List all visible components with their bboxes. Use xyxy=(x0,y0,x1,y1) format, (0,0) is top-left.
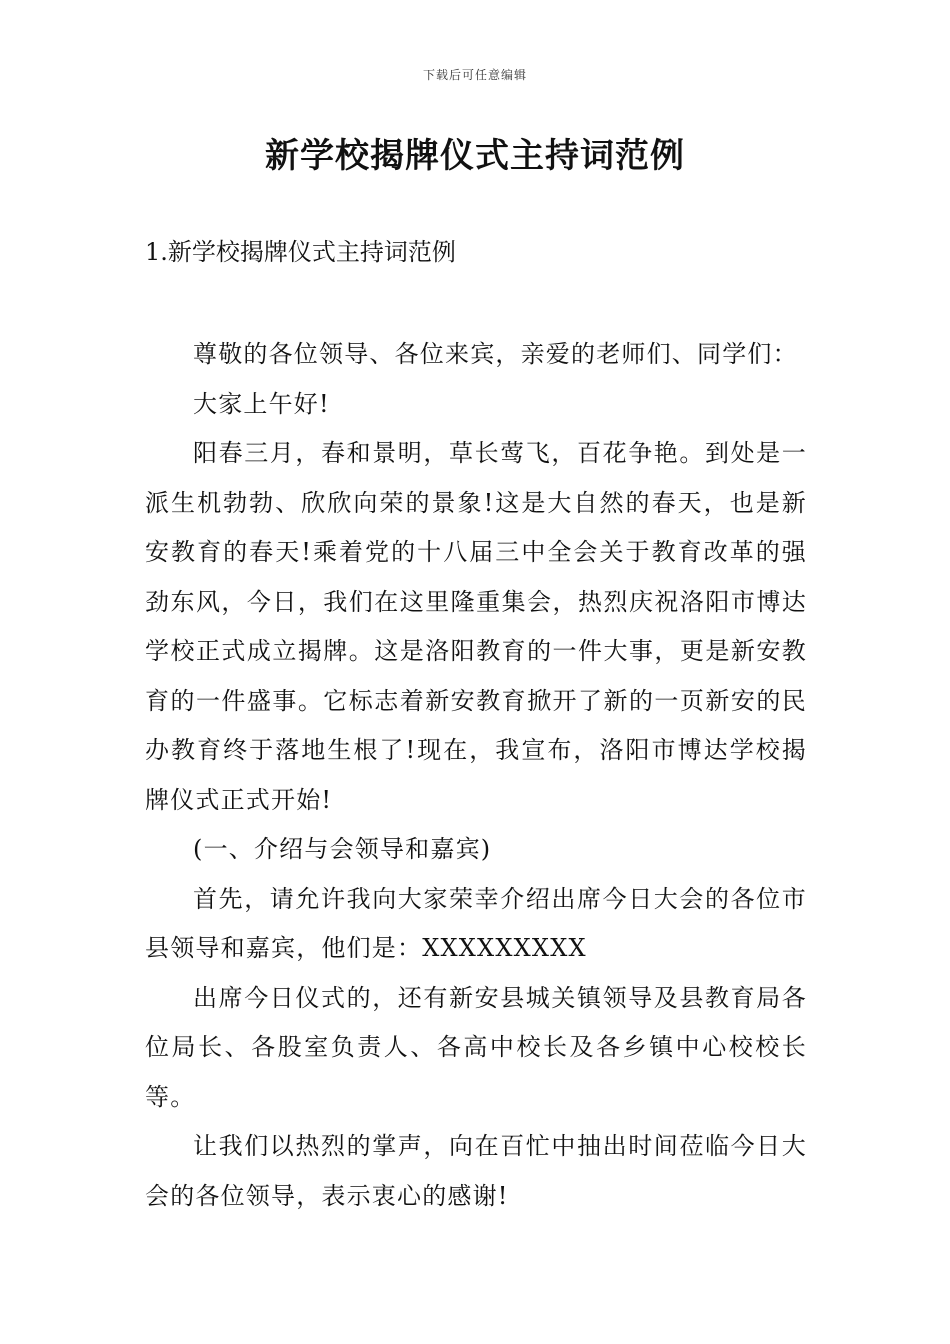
document-title: 新学校揭牌仪式主持词范例 xyxy=(265,136,685,176)
paragraph-opening: 阳春三月，春和景明，草长莺飞，百花争艳。到处是一派生机勃勃、欣欣向荣的景象!这是大自然的春天，也是新安教育的春天!乘着党的十八届三中全会关于教育改革的强劲东风，今日，我们在这里隆重集会，热烈庆祝洛阳市博达学校正式成立揭牌。这是洛阳教育的一件大事，更是新安教育的一件盛事。它标志着新安教育掀开了新的一页新安的民办教育终于落地生根了!现在，我宣布，洛阳市博达学校揭牌仪式正式开始! xyxy=(145,439,807,814)
paragraph-good-morning: 大家上午好! xyxy=(193,389,330,418)
paragraph-thanks: 让我们以热烈的掌声，向在百忙中抽出时间莅临今日大会的各位领导，表示衷心的感谢! xyxy=(145,1132,807,1210)
document-body xyxy=(145,330,807,1221)
paragraph-greeting: 尊敬的各位领导、各位来宾，亲爱的老师们、同学们： xyxy=(193,340,798,368)
paragraph-section-one-heading: (一、介绍与会领导和嘉宾) xyxy=(193,835,492,863)
section-heading: 1.新学校揭牌仪式主持词范例 xyxy=(145,238,456,266)
paragraph-introduce-guests: 首先，请允许我向大家荣幸介绍出席今日大会的各位市县领导和嘉宾，他们是：XXXXXXXXX xyxy=(145,884,807,962)
header-note: 下载后可任意编辑 xyxy=(422,68,527,82)
paragraph-other-attendees: 出席今日仪式的，还有新安县城关镇领导及县教育局各位局长、各股室负责人、各高中校长及各乡镇中心校校长等。 xyxy=(145,983,807,1111)
